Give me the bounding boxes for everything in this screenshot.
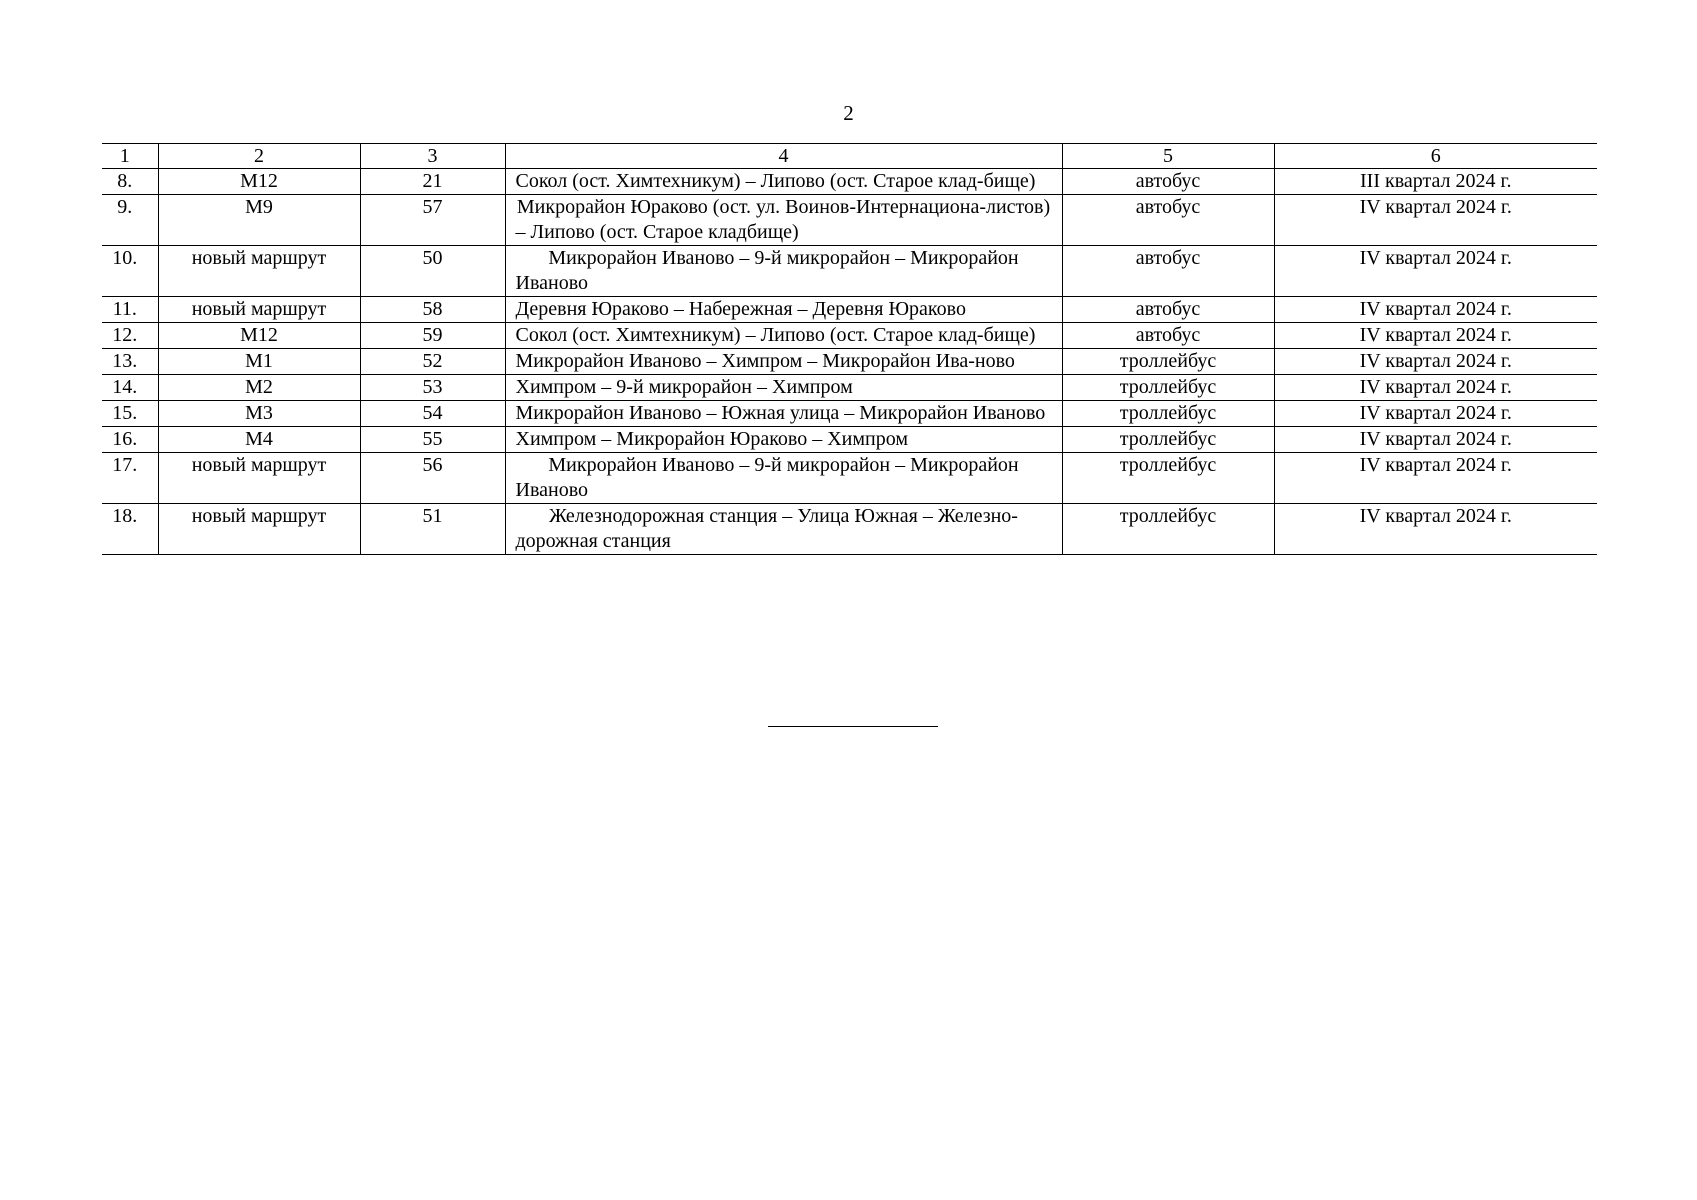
cell-period: IV квартал 2024 г. [1274,195,1597,246]
cell-route-number: 50 [360,246,505,297]
table-row [102,246,1597,297]
table-row [102,297,1597,323]
table-row [102,504,1597,555]
end-separator-line [768,726,938,727]
table-row [102,169,1597,195]
cell-old-route: новый маршрут [158,297,360,323]
cell-old-route: М12 [158,323,360,349]
column-header: 4 [505,144,1062,169]
table-row [102,323,1597,349]
cell-row-number: 14. [102,375,158,401]
cell-route-number: 59 [360,323,505,349]
table-row [102,195,1597,246]
cell-old-route: новый маршрут [158,246,360,297]
cell-route-description: Микрорайон Иваново – Южная улица – Микрорайон Иваново [505,401,1062,427]
cell-route-description: Химпром – Микрорайон Юраково – Химпром [505,427,1062,453]
cell-transport-type: троллейбус [1062,349,1274,375]
cell-period: IV квартал 2024 г. [1274,375,1597,401]
table-row [102,349,1597,375]
cell-period: IV квартал 2024 г. [1274,323,1597,349]
cell-old-route: М4 [158,427,360,453]
cell-old-route: М9 [158,195,360,246]
cell-row-number: 11. [102,297,158,323]
cell-transport-type: троллейбус [1062,401,1274,427]
cell-period: IV квартал 2024 г. [1274,427,1597,453]
cell-row-number: 16. [102,427,158,453]
cell-old-route: М2 [158,375,360,401]
page-number: 2 [843,101,854,125]
cell-row-number: 9. [102,195,158,246]
cell-transport-type: автобус [1062,246,1274,297]
cell-period: IV квартал 2024 г. [1274,453,1597,504]
table-row [102,401,1597,427]
cell-route-description: Сокол (ост. Химтехникум) – Липово (ост. Старое клад-бище) [505,323,1062,349]
table-row [102,453,1597,504]
routes-table [102,143,1597,555]
cell-old-route: М1 [158,349,360,375]
cell-transport-type: автобус [1062,297,1274,323]
table-row [102,375,1597,401]
cell-transport-type: автобус [1062,195,1274,246]
cell-route-description: Химпром – 9-й микрорайон – Химпром [505,375,1062,401]
cell-route-number: 54 [360,401,505,427]
cell-period: IV квартал 2024 г. [1274,401,1597,427]
column-header: 1 [102,144,158,169]
cell-transport-type: автобус [1062,323,1274,349]
cell-route-number: 55 [360,427,505,453]
cell-route-description: Деревня Юраково – Набережная – Деревня Юраково [505,297,1062,323]
cell-route-number: 51 [360,504,505,555]
cell-old-route: новый маршрут [158,453,360,504]
table-header-row [102,144,1597,169]
cell-period: III квартал 2024 г. [1274,169,1597,195]
column-header: 3 [360,144,505,169]
table-row [102,427,1597,453]
cell-old-route: М3 [158,401,360,427]
cell-row-number: 17. [102,453,158,504]
column-header: 6 [1274,144,1597,169]
cell-transport-type: автобус [1062,169,1274,195]
cell-route-number: 57 [360,195,505,246]
cell-transport-type: троллейбус [1062,427,1274,453]
cell-row-number: 13. [102,349,158,375]
cell-transport-type: троллейбус [1062,504,1274,555]
cell-row-number: 8. [102,169,158,195]
cell-route-description: Железнодорожная станция – Улица Южная – Железно-дорожная станция [505,504,1062,555]
cell-period: IV квартал 2024 г. [1274,246,1597,297]
cell-transport-type: троллейбус [1062,453,1274,504]
cell-route-description: Микрорайон Иваново – 9-й микрорайон – Микрорайон Иваново [505,246,1062,297]
cell-route-number: 21 [360,169,505,195]
cell-row-number: 12. [102,323,158,349]
cell-route-number: 56 [360,453,505,504]
cell-row-number: 10. [102,246,158,297]
cell-period: IV квартал 2024 г. [1274,349,1597,375]
cell-row-number: 18. [102,504,158,555]
cell-route-description: Микрорайон Иваново – 9-й микрорайон – Микрорайон Иваново [505,453,1062,504]
cell-route-description: Микрорайон Юраково (ост. ул. Воинов-Интернациона-листов) – Липово (ост. Старое кладбище) [505,195,1062,246]
cell-period: IV квартал 2024 г. [1274,297,1597,323]
cell-route-description: Микрорайон Иваново – Химпром – Микрорайон Ива-ново [505,349,1062,375]
cell-old-route: новый маршрут [158,504,360,555]
cell-old-route: М12 [158,169,360,195]
cell-transport-type: троллейбус [1062,375,1274,401]
cell-route-description: Сокол (ост. Химтехникум) – Липово (ост. Старое клад-бище) [505,169,1062,195]
cell-period: IV квартал 2024 г. [1274,504,1597,555]
cell-route-number: 58 [360,297,505,323]
column-header: 2 [158,144,360,169]
cell-route-number: 53 [360,375,505,401]
column-header: 5 [1062,144,1274,169]
cell-route-number: 52 [360,349,505,375]
cell-row-number: 15. [102,401,158,427]
